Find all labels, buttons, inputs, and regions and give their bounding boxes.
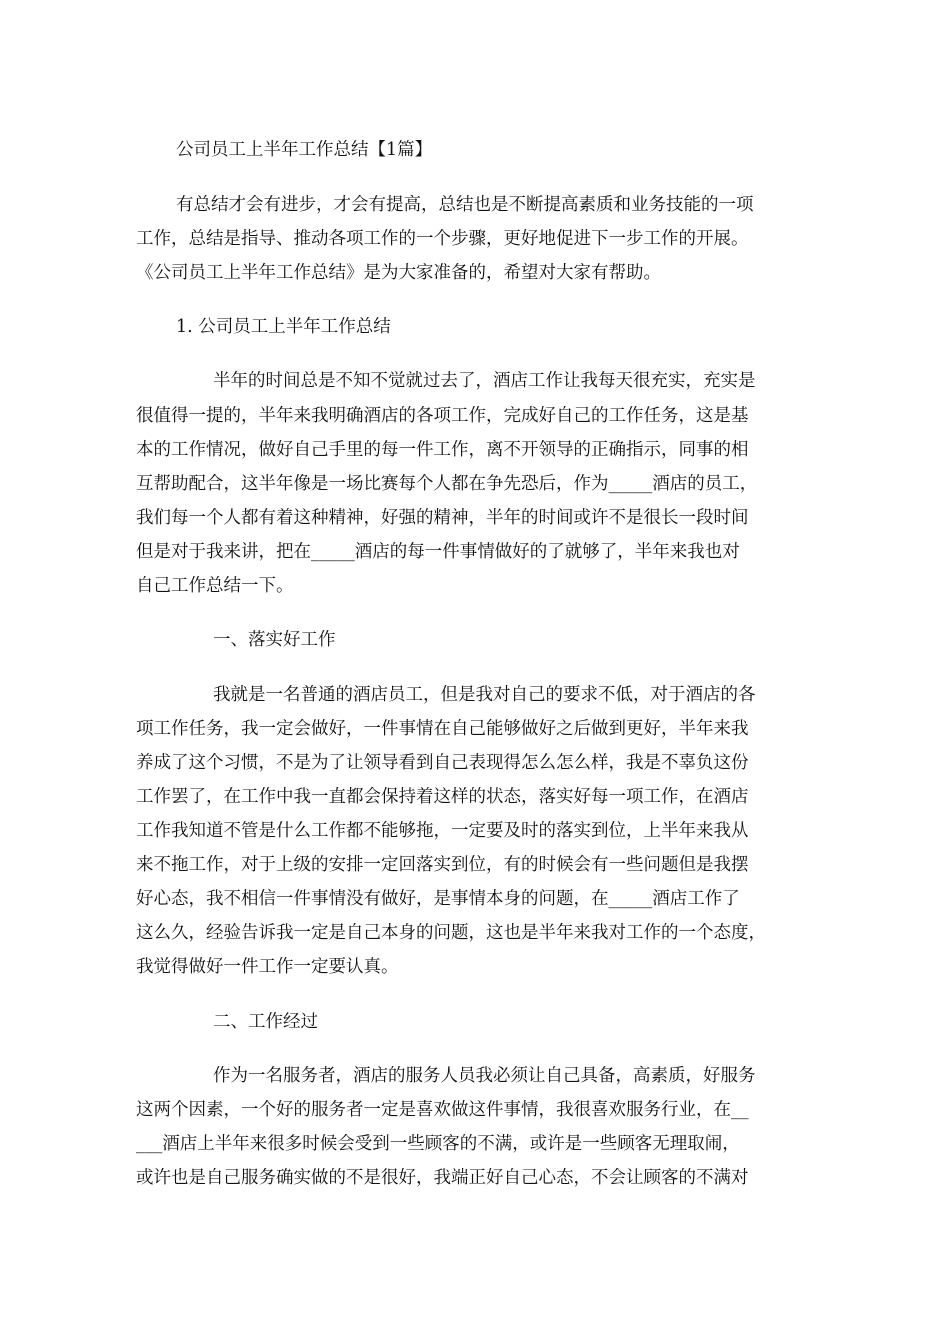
paragraph-line: 养成了这个习惯，不是为了让领导看到自己表现得怎么怎么样，我是不辜负这份 bbox=[136, 753, 749, 773]
paragraph-line: 或许也是自己服务确实做的不是很好，我端正好自己心态，不会让顾客的不满对 bbox=[136, 1168, 749, 1188]
paragraph-line: 工作罢了，在工作中我一直都会保持着这样的状态，落实好每一项工作，在酒店 bbox=[136, 787, 749, 807]
paragraph-line: 作为一名服务者，酒店的服务人员我必须让自己具备，高素质，好服务 bbox=[213, 1066, 756, 1086]
paragraph-line: 这两个因素，一个好的服务者一定是喜欢做这件事情，我很喜欢服务行业，在__ bbox=[136, 1100, 749, 1120]
paragraph-line: 互帮助配合，这半年像是一场比赛每个人都在争先恐后，作为_____酒店的员工， bbox=[136, 474, 758, 494]
paragraph-line: 我就是一名普通的酒店员工，但是我对自己的要求不低，对于酒店的各 bbox=[213, 685, 756, 705]
paragraph-line: 我们每一个人都有着这种精神，好强的精神，半年的时间或许不是很长一段时间 bbox=[136, 508, 749, 528]
section-heading: 一、落实好工作 bbox=[213, 630, 336, 650]
paragraph-line: 项工作任务，我一定会做好，一件事情在自己能够做好之后做到更好，半年来我 bbox=[136, 719, 749, 739]
paragraph-line: 工作我知道不管是什么工作都不能够拖，一定要及时的落实到位，上半年来我从 bbox=[136, 821, 749, 841]
paragraph-line: 半年的时间总是不知不觉就过去了，酒店工作让我每天很充实，充实是 bbox=[213, 371, 756, 391]
document-title: 公司员工上半年工作总结【1篇】 bbox=[176, 140, 433, 160]
intro-line: 有总结才会有进步，才会有提高，总结也是不断提高素质和业务技能的一项 bbox=[176, 195, 754, 215]
paragraph-line: 我觉得做好一件工作一定要认真。 bbox=[136, 957, 399, 977]
section-title: 1. 公司员工上半年工作总结 bbox=[176, 317, 391, 337]
intro-line: 工作，总结是指导、推动各项工作的一个步骤，更好地促进下一步工作的开展。 bbox=[136, 229, 749, 249]
paragraph-line: 本的工作情况，做好自己手里的每一件工作，离不开领导的正确指示，同事的相 bbox=[136, 440, 749, 460]
paragraph-line: 但是对于我来讲，把在_____酒店的每一件事情做好的了就够了，半年来我也对 bbox=[136, 542, 740, 562]
intro-line: 《公司员工上半年工作总结》是为大家准备的，希望对大家有帮助。 bbox=[136, 263, 661, 283]
paragraph-line: 好心态，我不相信一件事情没有做好，是事情本身的问题，在_____酒店工作了 bbox=[136, 889, 740, 909]
paragraph-line: ___酒店上半年来很多时候会受到一些顾客的不满，或许是一些顾客无理取闹， bbox=[136, 1134, 740, 1154]
paragraph-line: 自己工作总结一下。 bbox=[136, 576, 294, 596]
paragraph-line: 这么久，经验告诉我一定是自己本身的问题，这也是半年来我对工作的一个态度， bbox=[136, 923, 766, 943]
paragraph-line: 来不拖工作，对于上级的安排一定回落实到位，有的时候会有一些问题但是我摆 bbox=[136, 855, 749, 875]
paragraph-line: 很值得一提的，半年来我明确酒店的各项工作，完成好自己的工作任务，这是基 bbox=[136, 406, 749, 426]
section-heading: 二、工作经过 bbox=[213, 1012, 318, 1032]
